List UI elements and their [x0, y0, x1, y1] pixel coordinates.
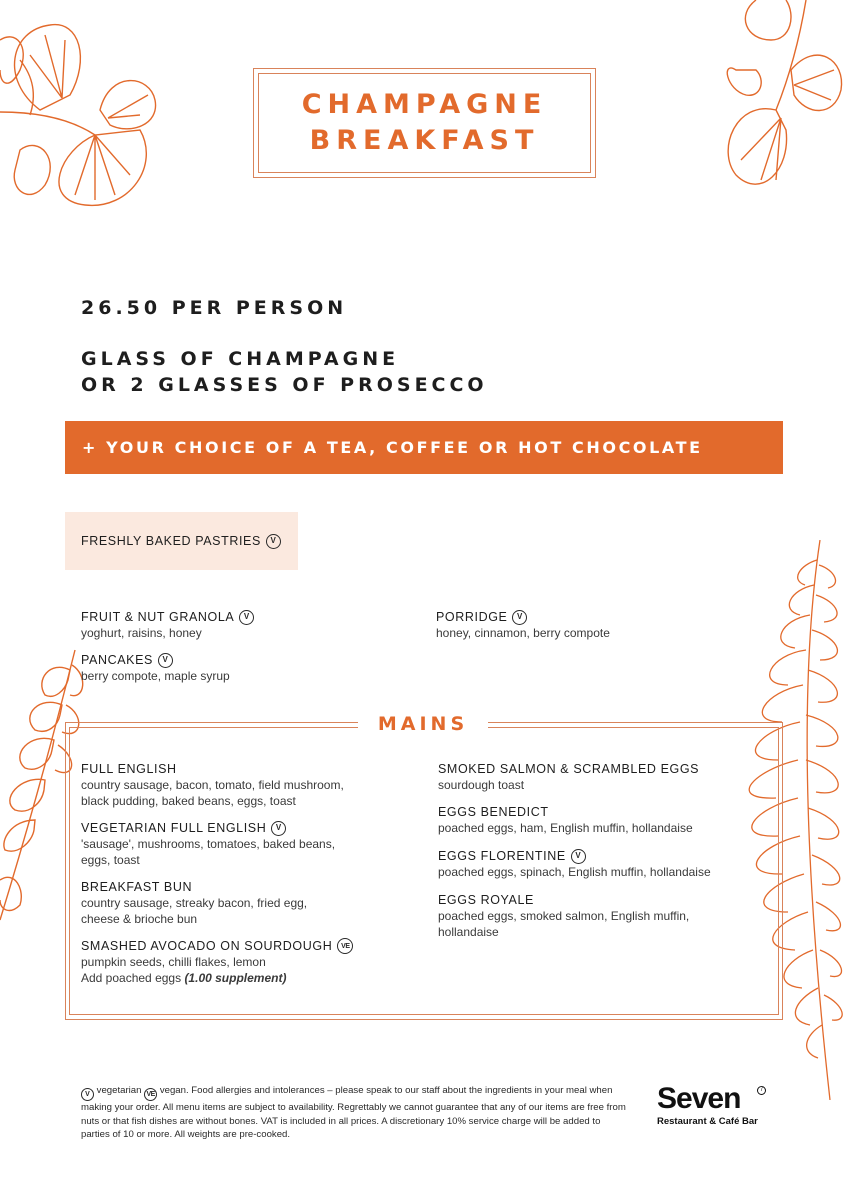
item-description: poached eggs, smoked salmon, English muffin,: [438, 909, 690, 923]
vegetarian-badge-icon: V: [512, 610, 527, 625]
price-heading: 26.50 PER PERSON: [81, 297, 348, 319]
item-name: BREAKFAST BUN: [81, 880, 193, 894]
pastries-name-row: [81, 533, 281, 549]
mains-frame-inner-bottom: [69, 1014, 779, 1015]
item-name: FRUIT & NUT GRANOLA: [81, 610, 235, 624]
item-description: sourdough toast: [438, 778, 525, 792]
item-description: 'sausage', mushrooms, tomatoes, baked beans,: [81, 837, 336, 851]
title-line-1: CHAMPAGNE: [301, 89, 548, 120]
vegetarian-badge-icon: V: [158, 653, 173, 668]
menu-item-eggs-royale: [438, 892, 689, 940]
vegetarian-badge-icon: V: [271, 821, 286, 836]
mains-frame-inner-top-right: [488, 727, 779, 728]
mains-frame-right: [782, 722, 783, 1020]
item-description: hollandaise: [438, 925, 499, 939]
mains-frame-inner-left: [69, 727, 70, 1015]
item-description: poached eggs, ham, English muffin, hollandaise: [438, 821, 693, 835]
item-description: poached eggs, spinach, English muffin, hollandaise: [438, 865, 711, 879]
allergen-text: vegan. Food allergies and intolerances – please speak to our staff about the ingredients in your meal when making your order. All menu items are subject to availability. Regrettably we cannot guarantee that any of our items are free from nuts or that fish dishes are without bones. VAT is included in all prices. A discretionary 10% service charge will be added to parties of 10 or more. All weights are pre-cooked.: [81, 1085, 626, 1140]
mains-frame-inner-right: [778, 727, 779, 1015]
menu-item-breakfast-bun: [81, 879, 307, 927]
menu-item-smoked-salmon: [438, 761, 699, 793]
supplement-price: (1.00 supplement): [184, 971, 287, 985]
item-name: EGGS FLORENTINE: [438, 849, 566, 863]
vegetarian-badge-icon: V: [239, 610, 254, 625]
logo-subtitle: Restaurant & Café Bar: [657, 1116, 758, 1127]
fern-right-illustration: [720, 540, 848, 1100]
ginkgo-top-right-illustration: [716, 0, 848, 195]
mains-frame-bottom: [65, 1019, 783, 1020]
menu-item-pancakes: [81, 652, 230, 684]
supplement-text: Add poached eggs: [81, 971, 182, 985]
item-description: country sausage, streaky bacon, fried egg,: [81, 896, 308, 910]
item-description: black pudding, baked beans, eggs, toast: [81, 794, 296, 808]
ginkgo-top-left-illustration: [0, 0, 200, 215]
item-name: SMOKED SALMON & SCRAMBLED EGGS: [438, 762, 700, 776]
item-name: SMASHED AVOCADO ON SOURDOUGH: [81, 939, 333, 953]
item-description: eggs, toast: [81, 853, 140, 867]
title-frame: [253, 68, 596, 178]
logo-mark-icon: 7: [757, 1086, 766, 1095]
mains-frame-left: [65, 722, 66, 1020]
item-name: PORRIDGE: [436, 610, 508, 624]
vegetarian-label: vegetarian: [96, 1085, 142, 1096]
mains-heading: MAINS: [360, 713, 486, 735]
vegetarian-badge-icon: V: [81, 1088, 94, 1101]
item-description: berry compote, maple syrup: [81, 669, 230, 683]
mains-frame-top-left: [65, 722, 358, 723]
item-name: FULL ENGLISH: [81, 762, 177, 776]
menu-item-eggs-florentine: [438, 848, 711, 880]
menu-item-porridge: [436, 609, 610, 641]
seven-logo: [657, 1084, 767, 1127]
menu-item-granola: [81, 609, 254, 641]
drink-line-2: OR 2 GLASSES OF PROSECCO: [81, 374, 488, 396]
logo-wordmark: Seven: [657, 1082, 741, 1115]
pastries-name: FRESHLY BAKED PASTRIES: [81, 534, 261, 548]
item-description: country sausage, bacon, tomato, field mushroom,: [81, 778, 344, 792]
title-line-2: BREAKFAST: [309, 125, 540, 156]
hot-drink-text: + YOUR CHOICE OF A TEA, COFFEE OR HOT CHOCOLATE: [82, 438, 703, 457]
item-name: EGGS ROYALE: [438, 893, 534, 907]
allergen-footer-note: [81, 1084, 629, 1142]
item-description: yoghurt, raisins, honey: [81, 626, 202, 640]
menu-item-full-english: [81, 761, 344, 809]
menu-item-vegetarian-full-english: [81, 820, 335, 868]
item-name: VEGETARIAN FULL ENGLISH: [81, 821, 267, 835]
mains-frame-inner-top-left: [69, 727, 358, 728]
vegetarian-badge-icon: V: [571, 849, 586, 864]
item-name: PANCAKES: [81, 653, 153, 667]
vegan-badge-icon: VE: [337, 938, 353, 954]
pastries-box: [65, 512, 298, 570]
mains-frame-top-right: [488, 722, 783, 723]
menu-item-eggs-benedict: [438, 804, 693, 836]
item-description-supplement: [81, 970, 353, 986]
item-description: pumpkin seeds, chilli flakes, lemon: [81, 955, 266, 969]
fern-left-illustration: [0, 640, 90, 940]
drink-line-1: GLASS OF CHAMPAGNE: [81, 348, 400, 370]
item-name: EGGS BENEDICT: [438, 805, 549, 819]
vegetarian-badge-icon: V: [266, 534, 281, 549]
menu-item-smashed-avocado: [81, 938, 353, 986]
item-description: cheese & brioche bun: [81, 912, 198, 926]
vegan-badge-icon: VE: [144, 1088, 157, 1101]
hot-drink-banner: [65, 421, 783, 474]
item-description: honey, cinnamon, berry compote: [436, 626, 610, 640]
